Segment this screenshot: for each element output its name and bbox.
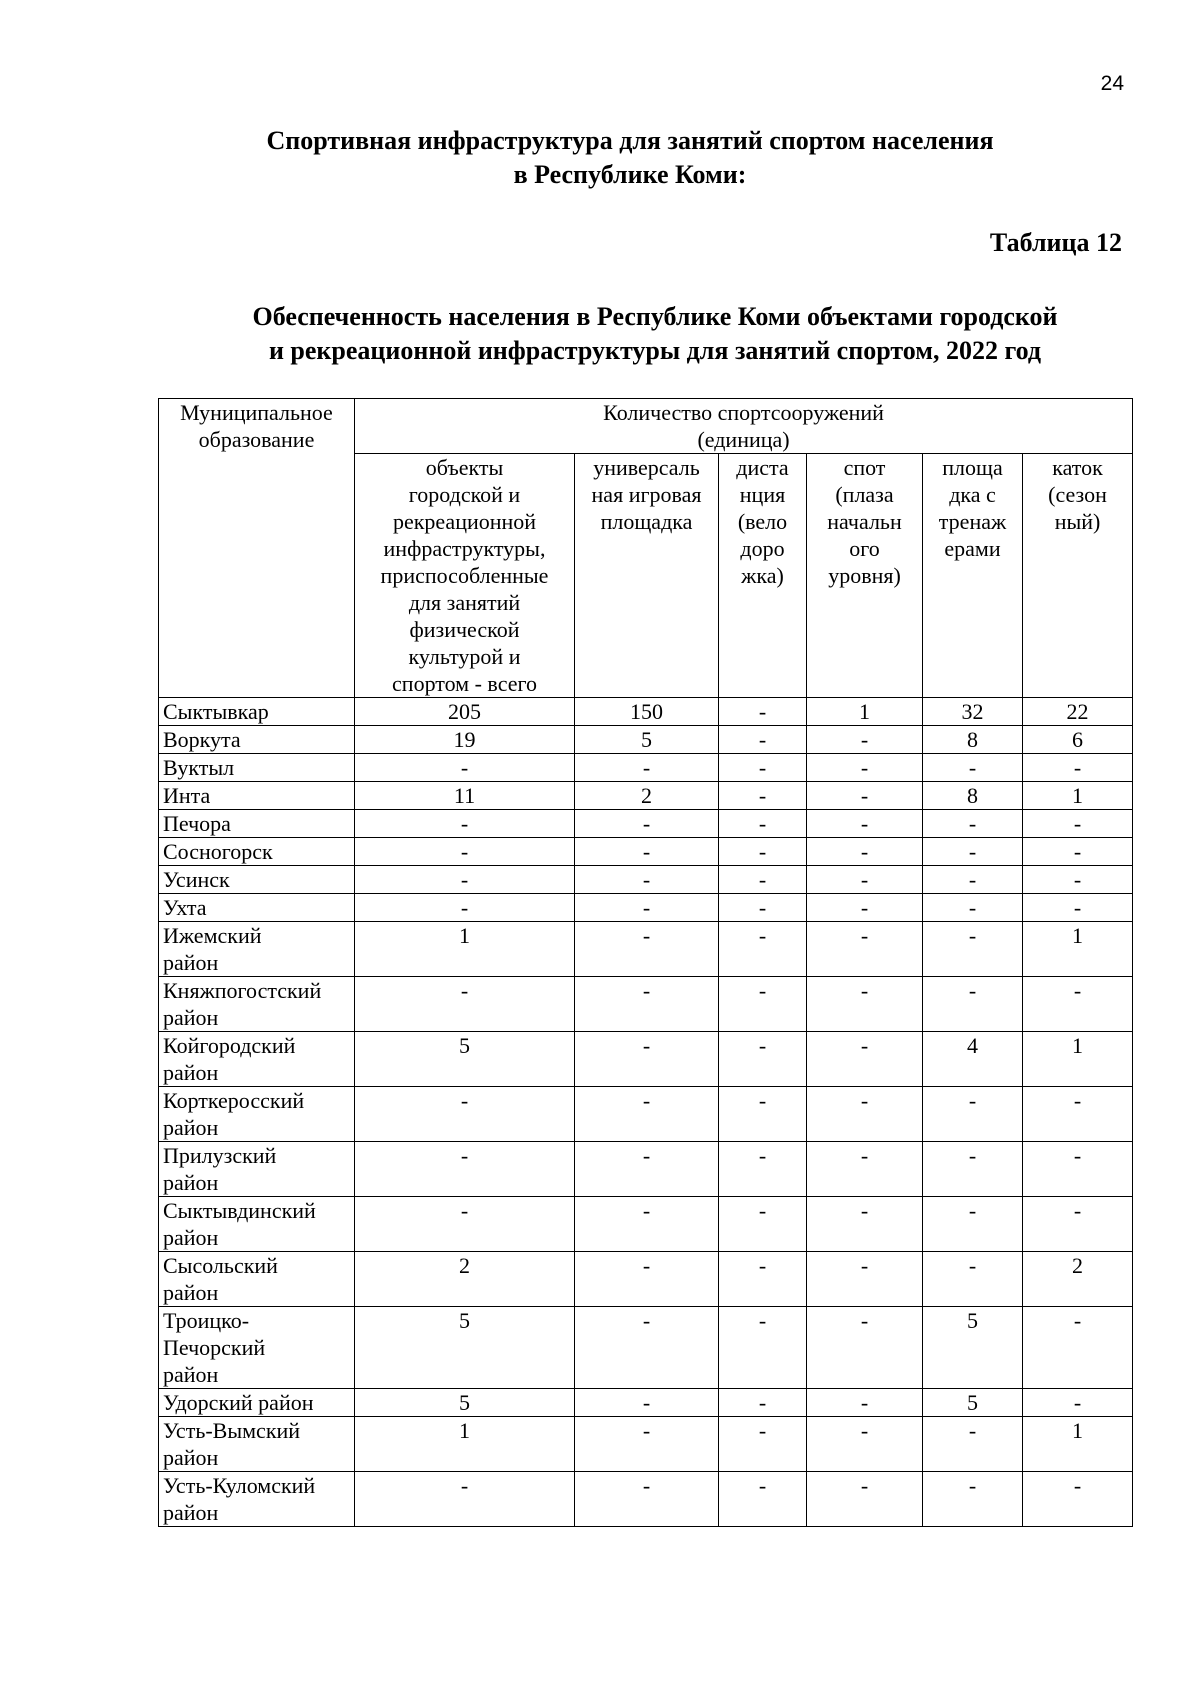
value-cell: - [1023, 754, 1133, 782]
value-cell: - [719, 838, 807, 866]
value-cell: - [807, 922, 923, 977]
value-cell: - [807, 1032, 923, 1087]
value-cell: 19 [355, 726, 575, 754]
municipality-name [159, 698, 355, 726]
municipality-name-line: район [163, 1445, 219, 1470]
value-cell: 150 [575, 698, 719, 726]
municipality-name-line: Печора [163, 811, 231, 836]
sports-facilities-table [158, 398, 1133, 1527]
value-cell: - [923, 1417, 1023, 1472]
value-cell: - [719, 894, 807, 922]
municipality-name-line: район [163, 1225, 219, 1250]
value-cell: 5 [355, 1389, 575, 1417]
municipality-name [159, 1142, 355, 1197]
value-cell: - [1023, 1087, 1133, 1142]
value-cell: - [575, 1389, 719, 1417]
table-row [159, 1307, 1133, 1389]
column-header-line: ная игровая [591, 482, 702, 507]
value-cell: 1 [355, 1417, 575, 1472]
column-header-line: культурой и [408, 644, 521, 669]
value-cell: - [807, 838, 923, 866]
column-header-line: тренаж [938, 509, 1007, 534]
table-row [159, 1389, 1133, 1417]
value-cell: - [807, 1472, 923, 1527]
value-cell: - [807, 866, 923, 894]
municipality-name-line: район [163, 1280, 219, 1305]
value-cell: - [575, 1472, 719, 1527]
value-cell: - [923, 866, 1023, 894]
value-cell: - [575, 922, 719, 977]
value-cell: - [355, 977, 575, 1032]
value-cell: - [1023, 977, 1133, 1032]
column-header-line: городской и [408, 482, 521, 507]
column-header-line: спортом - всего [392, 671, 537, 696]
column-header-3 [719, 454, 807, 698]
value-cell: 205 [355, 698, 575, 726]
column-header-line: (сезон [1048, 482, 1107, 507]
table-row [159, 1252, 1133, 1307]
municipality-name-line: Усть-Куломский [163, 1473, 316, 1498]
value-cell: - [719, 1087, 807, 1142]
table-row [159, 977, 1133, 1032]
municipality-header [159, 399, 355, 698]
value-cell: - [719, 1389, 807, 1417]
value-cell: - [807, 977, 923, 1032]
municipality-name-line: Княжпогостский [163, 978, 322, 1003]
column-header-line: (вело [737, 509, 788, 534]
value-cell: 4 [923, 1032, 1023, 1087]
value-cell: - [1023, 1197, 1133, 1252]
table-row [159, 1087, 1133, 1142]
value-cell: - [575, 866, 719, 894]
value-cell: - [719, 1472, 807, 1527]
column-header-line: для занятий [408, 590, 521, 615]
value-cell: - [719, 977, 807, 1032]
municipality-name-line: район [163, 1362, 219, 1387]
municipality-name-line: район [163, 950, 219, 975]
table-row [159, 922, 1133, 977]
column-header-line: физической [409, 617, 520, 642]
value-cell: - [719, 1142, 807, 1197]
value-cell: - [575, 754, 719, 782]
value-cell: - [719, 698, 807, 726]
column-header-2 [575, 454, 719, 698]
value-cell: - [719, 1252, 807, 1307]
table-body [159, 698, 1133, 1527]
header-row-group [159, 399, 1133, 454]
column-header-1 [355, 454, 575, 698]
municipality-name-line: район [163, 1170, 219, 1195]
column-header-line: ого [849, 536, 880, 561]
municipality-name-line: Ижемский [163, 923, 262, 948]
value-cell: - [575, 1307, 719, 1389]
table-row [159, 810, 1133, 838]
municipality-name [159, 1472, 355, 1527]
value-cell: 5 [923, 1389, 1023, 1417]
value-cell: - [719, 1032, 807, 1087]
municipality-name [159, 977, 355, 1032]
table-header [159, 399, 1133, 698]
value-cell: 5 [923, 1307, 1023, 1389]
municipality-name-line: Вуктыл [163, 755, 235, 780]
municipality-name [159, 726, 355, 754]
municipality-name-line: Сысольский [163, 1253, 278, 1278]
column-header-line: нция [739, 482, 786, 507]
municipality-header-line: образование [198, 427, 315, 452]
value-cell: - [1023, 1142, 1133, 1197]
column-header-line: инфраструктуры, [383, 536, 546, 561]
value-cell: - [575, 1417, 719, 1472]
value-cell: - [355, 1142, 575, 1197]
column-header-line: каток [1052, 455, 1103, 480]
facilities-count-header [355, 399, 1133, 454]
municipality-name-line: Печорский [163, 1335, 266, 1360]
value-cell: - [1023, 810, 1133, 838]
value-cell: 2 [575, 782, 719, 810]
value-cell: - [923, 754, 1023, 782]
page-number: 24 [1100, 72, 1124, 95]
value-cell: - [1023, 866, 1133, 894]
value-cell: - [807, 782, 923, 810]
value-cell: - [923, 1252, 1023, 1307]
table-row [159, 1197, 1133, 1252]
value-cell: 5 [355, 1307, 575, 1389]
value-cell: - [923, 810, 1023, 838]
municipality-name [159, 1252, 355, 1307]
page-title [160, 124, 1100, 192]
value-cell: - [807, 1389, 923, 1417]
municipality-name-line: Корткеросский [163, 1088, 305, 1113]
value-cell: - [719, 1417, 807, 1472]
value-cell: - [355, 1472, 575, 1527]
municipality-name [159, 1087, 355, 1142]
value-cell: - [923, 1087, 1023, 1142]
value-cell: - [355, 866, 575, 894]
facilities-count-header-line: Количество спортсооружений [603, 400, 884, 425]
table-row [159, 1472, 1133, 1527]
value-cell: 5 [575, 726, 719, 754]
column-header-line: объекты [425, 455, 504, 480]
table-row [159, 1142, 1133, 1197]
municipality-name-line: Удорский район [163, 1390, 314, 1415]
value-cell: - [355, 754, 575, 782]
table-caption-line-2: и рекреационной инфраструктуры для занятий спортом, 2022 год [268, 336, 1042, 365]
value-cell: - [575, 1252, 719, 1307]
column-header-4 [807, 454, 923, 698]
table-row [159, 782, 1133, 810]
value-cell: - [355, 1197, 575, 1252]
value-cell: - [923, 838, 1023, 866]
value-cell: 11 [355, 782, 575, 810]
municipality-name-line: Сосногорск [163, 839, 273, 864]
column-header-line: ерами [944, 536, 1001, 561]
municipality-name-line: Инта [163, 783, 211, 808]
table-row [159, 894, 1133, 922]
value-cell: - [575, 894, 719, 922]
value-cell: - [719, 866, 807, 894]
facilities-count-header-line: (единица) [697, 427, 790, 452]
municipality-name-line: район [163, 1005, 219, 1030]
column-header-line: жка) [741, 563, 784, 588]
municipality-name [159, 754, 355, 782]
municipality-name [159, 866, 355, 894]
value-cell: - [719, 1307, 807, 1389]
value-cell: - [923, 894, 1023, 922]
municipality-name-line: Койгородский [163, 1033, 296, 1058]
value-cell: - [719, 782, 807, 810]
value-cell: - [923, 977, 1023, 1032]
column-header-line: приспособленные [380, 563, 549, 588]
value-cell: - [355, 810, 575, 838]
column-header-line: доро [740, 536, 785, 561]
column-header-line: (плаза [835, 482, 894, 507]
column-header-6 [1023, 454, 1133, 698]
page-title-line-2: в Республике Коми: [513, 160, 747, 189]
value-cell: 6 [1023, 726, 1133, 754]
municipality-name-line: Сыктывдинский [163, 1198, 316, 1223]
value-cell: - [1023, 1307, 1133, 1389]
table-row [159, 726, 1133, 754]
municipality-name [159, 894, 355, 922]
value-cell: - [807, 754, 923, 782]
value-cell: - [807, 1417, 923, 1472]
municipality-name-line: Воркута [163, 727, 241, 752]
municipality-name-line: район [163, 1115, 219, 1140]
value-cell: - [1023, 894, 1133, 922]
value-cell: 1 [1023, 922, 1133, 977]
value-cell: - [355, 838, 575, 866]
municipality-name-line: Троицко- [163, 1308, 250, 1333]
value-cell: 1 [807, 698, 923, 726]
value-cell: - [719, 1197, 807, 1252]
municipality-name [159, 810, 355, 838]
column-header-line: ный) [1054, 509, 1101, 534]
value-cell: - [807, 1087, 923, 1142]
table-row [159, 1417, 1133, 1472]
value-cell: - [923, 1142, 1023, 1197]
column-header-line: спот [843, 455, 886, 480]
column-header-line: площа [942, 455, 1003, 480]
value-cell: 8 [923, 782, 1023, 810]
value-cell: 2 [1023, 1252, 1133, 1307]
value-cell: 1 [1023, 782, 1133, 810]
municipality-name [159, 1417, 355, 1472]
column-header-5 [923, 454, 1023, 698]
table-row [159, 698, 1133, 726]
municipality-name [159, 1197, 355, 1252]
table-row [159, 838, 1133, 866]
value-cell: - [923, 1472, 1023, 1527]
municipality-name-line: Прилузский [163, 1143, 277, 1168]
value-cell: - [575, 1142, 719, 1197]
table-row [159, 1032, 1133, 1087]
municipality-header-line: Муниципальное [180, 400, 333, 425]
municipality-name [159, 1389, 355, 1417]
municipality-name-line: Усинск [163, 867, 230, 892]
value-cell: - [719, 754, 807, 782]
municipality-name [159, 922, 355, 977]
value-cell: - [807, 810, 923, 838]
value-cell: - [575, 1197, 719, 1252]
value-cell: - [807, 894, 923, 922]
value-cell: - [923, 922, 1023, 977]
value-cell: 2 [355, 1252, 575, 1307]
value-cell: - [355, 1087, 575, 1142]
value-cell: - [807, 1252, 923, 1307]
table-number: Таблица 12 [989, 228, 1122, 257]
value-cell: 1 [1023, 1417, 1133, 1472]
value-cell: - [575, 810, 719, 838]
municipality-name-line: Ухта [163, 895, 207, 920]
value-cell: - [807, 1142, 923, 1197]
municipality-name [159, 1032, 355, 1087]
table-caption-line-1: Обеспеченность населения в Республике Коми объектами городской [252, 302, 1058, 331]
table-caption [150, 300, 1160, 368]
value-cell: - [575, 1032, 719, 1087]
value-cell: 32 [923, 698, 1023, 726]
value-cell: 5 [355, 1032, 575, 1087]
value-cell: 8 [923, 726, 1023, 754]
value-cell: - [923, 1197, 1023, 1252]
municipality-name [159, 838, 355, 866]
value-cell: - [575, 838, 719, 866]
column-header-line: рекреационной [392, 509, 537, 534]
value-cell: - [575, 977, 719, 1032]
value-cell: 1 [355, 922, 575, 977]
value-cell: - [1023, 838, 1133, 866]
municipality-name [159, 782, 355, 810]
value-cell: - [575, 1087, 719, 1142]
municipality-name-line: Сыктывкар [163, 699, 269, 724]
page-title-line-1: Спортивная инфраструктура для занятий спортом населения [266, 126, 994, 155]
value-cell: - [719, 922, 807, 977]
table-row [159, 754, 1133, 782]
municipality-name [159, 1307, 355, 1389]
value-cell: 22 [1023, 698, 1133, 726]
value-cell: - [1023, 1389, 1133, 1417]
value-cell: - [807, 1307, 923, 1389]
value-cell: 1 [1023, 1032, 1133, 1087]
value-cell: - [719, 726, 807, 754]
municipality-name-line: район [163, 1060, 219, 1085]
value-cell: - [807, 726, 923, 754]
value-cell: - [719, 810, 807, 838]
value-cell: - [807, 1197, 923, 1252]
column-header-line: площадка [600, 509, 693, 534]
municipality-name-line: Усть-Вымский [163, 1418, 301, 1443]
column-header-line: начальн [827, 509, 902, 534]
table-row [159, 866, 1133, 894]
value-cell: - [1023, 1472, 1133, 1527]
column-header-line: дка с [949, 482, 996, 507]
value-cell: - [355, 894, 575, 922]
column-header-line: универсаль [593, 455, 700, 480]
column-header-line: уровня) [828, 563, 901, 588]
municipality-name-line: район [163, 1500, 219, 1525]
column-header-line: диста [736, 455, 789, 480]
